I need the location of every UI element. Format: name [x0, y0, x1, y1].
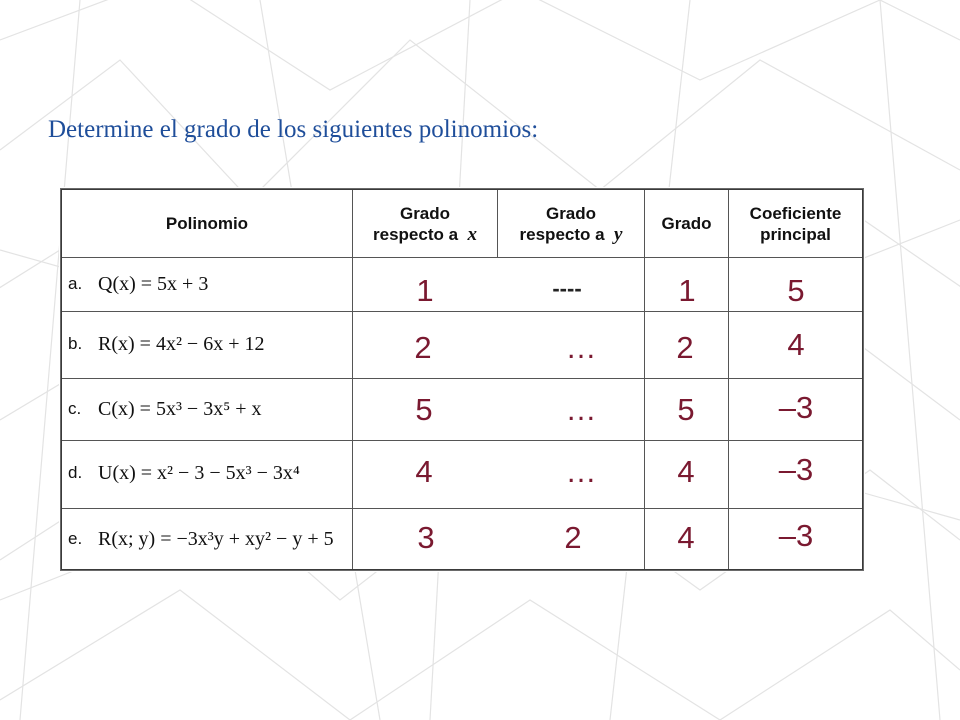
row-divider [62, 378, 862, 379]
answer-grado-y: ---- [552, 276, 582, 301]
polynomial-degree-table [61, 189, 863, 570]
polynomial-expression: C(x) = 5x³ − 3x⁵ + x [98, 397, 262, 420]
answer-coeficiente: 4 [787, 327, 805, 362]
polynomial-expression: R(x; y) = −3x³y + xy² − y + 5 [98, 527, 334, 550]
answer-grado-x: 2 [414, 330, 432, 365]
row-divider [62, 311, 862, 312]
header-grado-y-line1: Grado [545, 203, 597, 223]
answer-grado: 1 [678, 273, 696, 308]
row-label: d. [68, 463, 83, 482]
header-grado-x-line1: Grado [399, 203, 451, 223]
row-label: b. [68, 334, 83, 353]
header-coef-line2: principal [760, 224, 831, 244]
answer-coeficiente: –3 [778, 390, 814, 425]
answer-coeficiente: –3 [778, 452, 814, 487]
table-row-polynomial [68, 510, 334, 568]
header-grado-y-var: y [614, 223, 623, 245]
instruction-text: Determine el grado de los siguientes polinomios: [48, 116, 539, 143]
table-row-polynomial [68, 380, 261, 438]
answer-grado: 4 [677, 454, 695, 489]
answer-coeficiente: 5 [787, 273, 805, 308]
header-coeficiente [729, 190, 862, 257]
row-label: c. [68, 399, 82, 418]
polynomial-expression: U(x) = x² − 3 − 5x³ − 3x⁴ [98, 461, 300, 484]
header-coef-line1: Coeficiente [749, 203, 842, 223]
header-polinomio-label: Polinomio [165, 214, 249, 233]
answer-grado-y: 2 [564, 520, 582, 555]
row-divider [62, 440, 862, 441]
header-grado-y [498, 190, 644, 257]
answer-grado-x: 3 [417, 520, 435, 555]
answer-grado: 4 [677, 520, 695, 555]
answer-grado: 2 [676, 330, 694, 365]
header-grado-x-line2: respecto a [373, 224, 459, 244]
answer-coeficiente: –3 [778, 518, 814, 553]
table-row-polynomial [68, 315, 265, 373]
answer-grado-x: 4 [415, 454, 433, 489]
table-row-polynomial [68, 444, 300, 502]
header-grado-x [353, 190, 497, 257]
answer-grado-y: … [565, 392, 597, 427]
header-grado-label: Grado [661, 214, 712, 233]
polynomial-expression: Q(x) = 5x + 3 [98, 272, 209, 295]
answer-grado-y: … [565, 330, 597, 365]
row-label: e. [68, 529, 83, 548]
answer-grado-x: 1 [416, 273, 434, 308]
answer-grado-x: 5 [415, 392, 433, 427]
row-divider [62, 508, 862, 509]
header-grado-x-var: x [467, 223, 477, 245]
table-row-polynomial [68, 257, 208, 311]
header-grado [645, 190, 728, 257]
answer-grado-y: … [565, 454, 597, 489]
polynomial-expression: R(x) = 4x² − 6x + 12 [98, 332, 265, 355]
answer-grado: 5 [677, 392, 695, 427]
row-label: a. [68, 274, 83, 293]
header-polinomio [62, 190, 352, 257]
header-grado-y-line2: respecto a [519, 224, 605, 244]
